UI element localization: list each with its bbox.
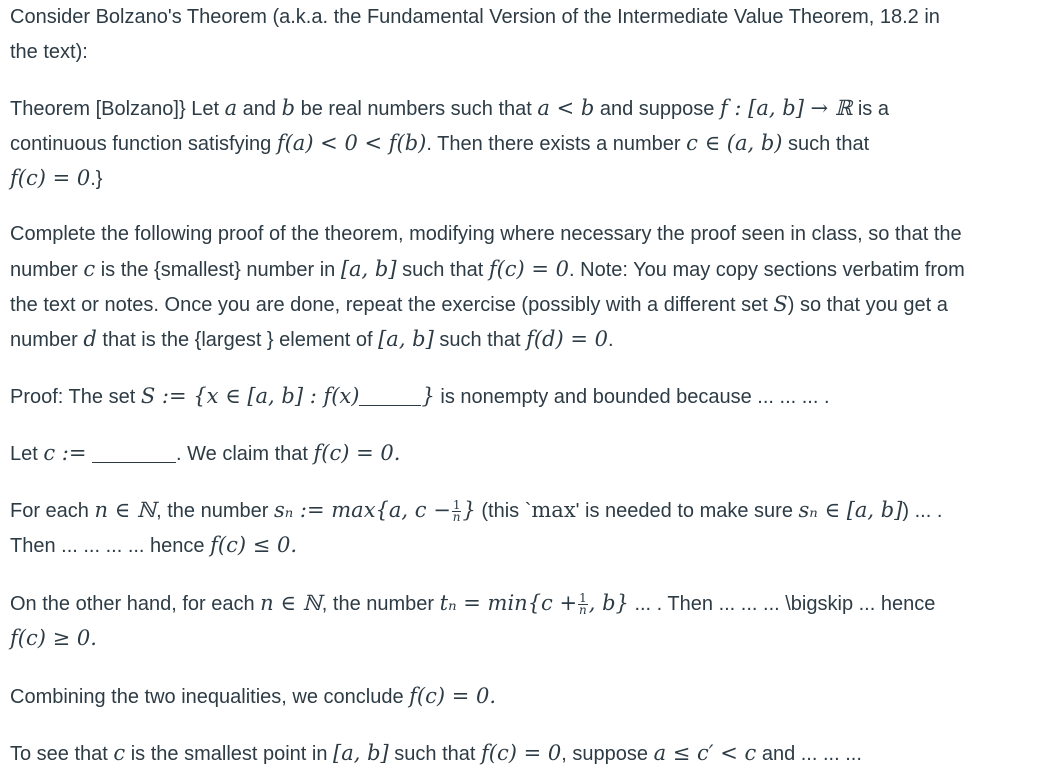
math-set-definition: S := {x ∈ [a, b] : f(x) [140, 384, 360, 408]
smallest-paragraph [10, 736, 1050, 771]
tn-line-2 [10, 621, 1050, 656]
math-a-lt-b: a < b [537, 96, 595, 120]
sn-line-2: Then ... ... ... ... hence f(c) ≤ 0. [10, 533, 298, 557]
math-function-map: f : [a, b] → ℝ [719, 96, 853, 120]
fraction-1-over-n: $\frac{1}{n}$ [452, 498, 461, 525]
intro-line-2: the text): [10, 41, 88, 63]
intro-line-1: Consider Bolzano's Theorem (a.k.a. the Fundamental Version of the Intermediate Value Theorem, 18.2 in [10, 6, 940, 28]
math-c-in-interval: c ∈ (a, b) [686, 131, 783, 155]
math-fc-zero: f(c) = 0 [10, 166, 91, 190]
math-max-word: max [531, 498, 576, 522]
proof-paragraph [10, 379, 1050, 414]
math-fc-zero: f(c) = 0 [481, 741, 562, 765]
sn-paragraph [10, 493, 1050, 563]
smallest-line: To see that c is the smallest point in [a, b] such that f(c) = 0, suppose a ≤ c′ < c and ... ... ... [10, 741, 862, 765]
math-n-in-N: n ∈ ℕ [94, 498, 157, 522]
math-fd-zero: f(d) = 0 [526, 327, 609, 351]
task-line-2: number c is the {smallest} number in [a, b] such that f(c) = 0. Note: You may copy sections verbatim from [10, 257, 965, 281]
math-sn-definition: sₙ := max{a, c − [273, 498, 451, 522]
let-c-paragraph [10, 436, 1050, 471]
theorem-line-2: continuous function satisfying f(a) < 0 < f(b). Then there exists a number c ∈ (a, b) such that [10, 131, 870, 155]
math-c: c [113, 741, 126, 765]
math-c: c [83, 257, 96, 281]
math-fc-zero: f(c) = 0 [488, 257, 570, 281]
let-c-line: Let c := . We claim that f(c) = 0. [10, 441, 401, 465]
task-line-4: number d that is the {largest } element of [a, b] such that f(d) = 0. [10, 327, 614, 351]
math-a: a [224, 96, 238, 120]
math-fc-zero: f(c) = 0. [313, 441, 401, 465]
tn-paragraph [10, 586, 1050, 656]
math-fc-ge-zero: f(c) ≥ 0. [10, 626, 97, 650]
math-sn-in-interval: sₙ ∈ [a, b] [798, 498, 903, 522]
proof-line-1: Proof: The set S := {x ∈ [a, b] : f(x) } is nonempty and bounded because ... ... ... . [10, 384, 830, 408]
tn-line-1: On the other hand, for each n ∈ ℕ, the number tₙ = min{c + $\frac{1}{n}$ , b} ... . Then ... ... ... \bigskip ... hence [10, 591, 936, 618]
math-interval: [a, b] [333, 741, 389, 765]
math-interval: [a, b] [378, 327, 434, 351]
math-fc-le-zero: f(c) ≤ 0. [210, 533, 298, 557]
theorem-line-3: f(c) = 0.} [10, 166, 103, 190]
intro-paragraph [10, 0, 1050, 70]
task-line-1: Complete the following proof of the theorem, modifying where necessary the proof seen in class, so that the [10, 223, 962, 245]
fraction-1-over-n: $\frac{1}{n}$ [579, 591, 587, 618]
math-b: b [281, 96, 296, 120]
math-interval: [a, b] [340, 257, 397, 281]
set-condition-blank[interactable] [359, 385, 421, 406]
math-fc-zero: f(c) = 0. [409, 684, 497, 708]
math-tn-definition: tₙ = min{c + [439, 591, 578, 615]
task-paragraph [10, 217, 1050, 357]
combine-paragraph [10, 679, 1050, 714]
task-line-3: the text or notes. Once you are done, repeat the exercise (possibly with a different set S) so that you get a [10, 292, 948, 316]
c-definition-blank[interactable] [92, 442, 176, 463]
combine-line: Combining the two inequalities, we conclude f(c) = 0. [10, 684, 497, 708]
theorem-paragraph [10, 91, 1050, 196]
math-S: S [773, 292, 788, 316]
math-c-definition: c := [43, 441, 87, 465]
sn-line-1: For each n ∈ ℕ, the number sₙ := max{a, c − $\frac{1}{n}$ } (this `max' is needed to make sure sₙ ∈ [a, b]) ... . [10, 498, 943, 525]
theorem-line-1: Theorem [Bolzano]} Let a and b be real numbers such that a < b and suppose f : [a, b] → ℝ is a [10, 96, 889, 120]
math-n-in-N: n ∈ ℕ [260, 591, 322, 615]
math-sign-condition: f(a) < 0 < f(b) [276, 131, 427, 155]
math-d: d [83, 327, 97, 351]
math-c-prime-inequality: a ≤ c′ < c [653, 741, 757, 765]
